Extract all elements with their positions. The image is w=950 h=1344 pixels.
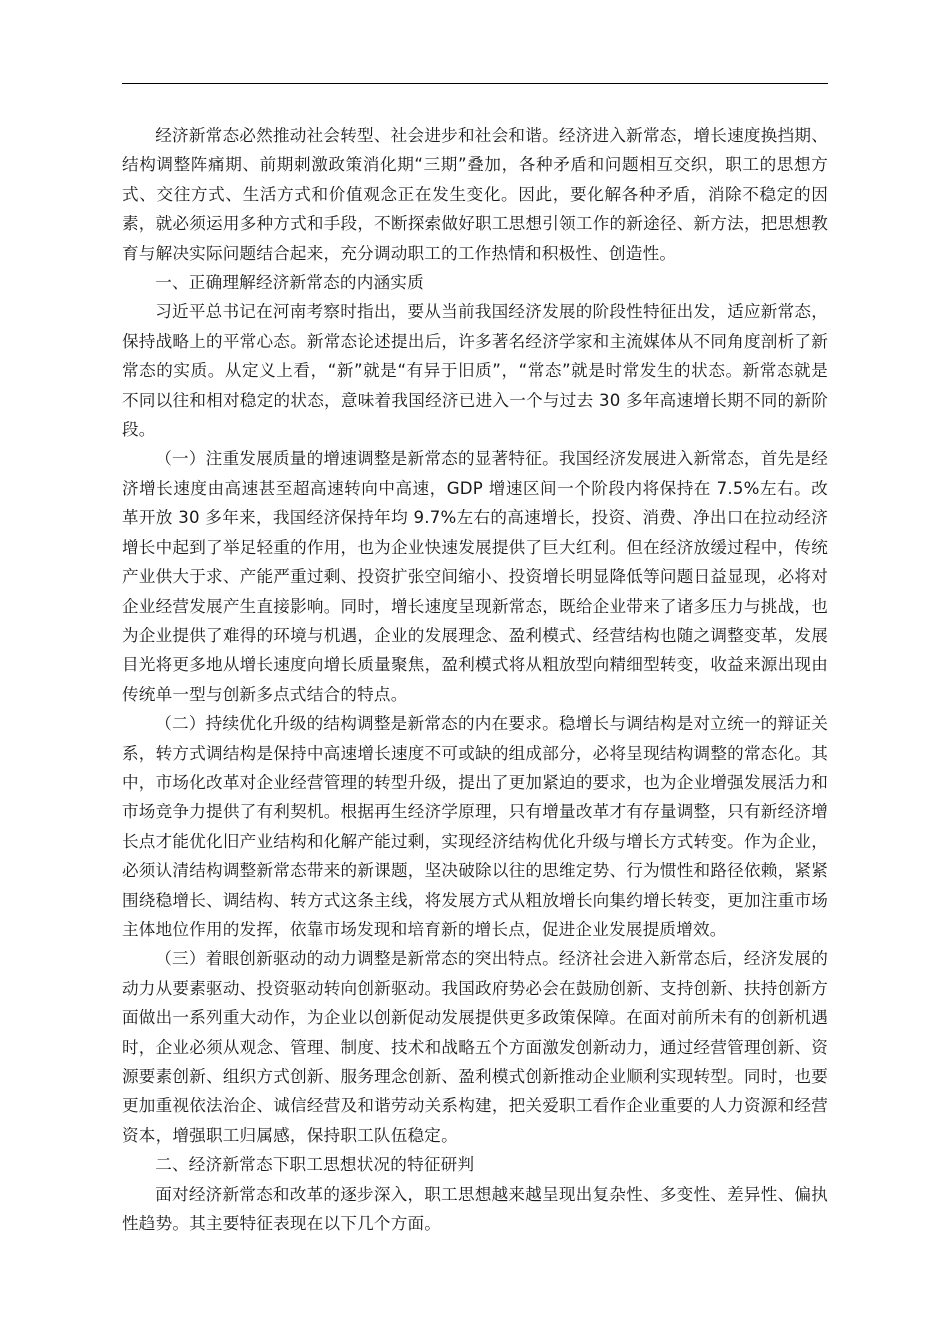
paragraph-point-3: （三）着眼创新驱动的动力调整是新常态的突出特点。经济社会进入新常态后，经济发展的动力从要素驱动、投资驱动转向创新驱动。我国政府势必会在鼓励创新、支持创新、扶持创新方面做出一系列重大动作，为企业以创新促动发展提供更多政策保障。在面对前所未有的创新机遇时，企业必须从观念、管理、制度、技术和战略五个方面激发创新动力，通过经营管理创新、资源要素创新、组织方式创新、服务理念创新、盈利模式创新推动企业顺利实现转型。同时，也要更加重视依法治企、诚信经营及和谐劳动关系构建，把关爱职工看作企业重要的人力资源和经营资本，增强职工归属感，保持职工队伍稳定。 bbox=[122, 949, 828, 1145]
paragraph-definition: 习近平总书记在河南考察时指出，要从当前我国经济发展的阶段性特征出发，适应新常态，保持战略上的平常心态。新常态论述提出后，许多著名经济学家和主流媒体从不同角度剖析了新常态的实质。从定义上看，“新”就是“有异于旧质”，“常态”就是时常发生的状态。新常态就是不同以往和相对稳定的状态，意味着我国经济已进入一个与过去 30 多年高速增长期不同的新阶段。 bbox=[122, 302, 828, 440]
header-rule bbox=[122, 83, 828, 84]
document-body bbox=[122, 121, 828, 1238]
section-heading-1: 一、正确理解经济新常态的内涵实质 bbox=[155, 273, 424, 293]
paragraph-point-2: （二）持续优化升级的结构调整是新常态的内在要求。稳增长与调结构是对立统一的辩证关系，转方式调结构是保持中高速增长速度不可或缺的组成部分，必将呈现结构调整的常态化。其中，市场化改革对企业经营管理的转型升级，提出了更加紧迫的要求，也为企业增强发展活力和市场竞争力提供了有利契机。根据再生经济学原理，只有增量改革才有存量调整，只有新经济增长点才能优化旧产业结构和化解产能过剩，实现经济结构优化升级与增长方式转变。作为企业，必须认清结构调整新常态带来的新课题，坚决破除以往的思维定势、行为惯性和路径依赖，紧紧围绕稳增长、调结构、转方式这条主线，将发展方式从粗放增长向集约增长转变，更加注重市场主体地位作用的发挥，依靠市场发现和培育新的增长点，促进企业发展提质增效。 bbox=[122, 714, 828, 939]
paragraph-intro: 经济新常态必然推动社会转型、社会进步和社会和谐。经济进入新常态，增长速度换挡期、结构调整阵痛期、前期刺激政策消化期“三期”叠加，各种矛盾和问题相互交织，职工的思想方式、交往方式、生活方式和价值观念正在发生变化。因此，要化解各种矛盾，消除不稳定的因素，就必须运用多种方式和手段，不断探索做好职工思想引领工作的新途径、新方法，把思想教育与解决实际问题结合起来，充分调动职工的工作热情和积极性、创造性。 bbox=[122, 126, 828, 263]
section-heading-2: 二、经济新常态下职工思想状况的特征研判 bbox=[155, 1155, 475, 1175]
paragraph-section-2-intro: 面对经济新常态和改革的逐步深入，职工思想越来越呈现出复杂性、多变性、差异性、偏执性趋势。其主要特征表现在以下几个方面。 bbox=[122, 1184, 828, 1234]
paragraph-point-1: （一）注重发展质量的增速调整是新常态的显著特征。我国经济发展进入新常态，首先是经济增长速度由高速甚至超高速转向中高速，GDP 增速区间一个阶段内将保持在 7.5%左右。改革开放 30 多年来，我国经济保持年均 9.7%左右的高速增长，投资、消费、净出口在拉动经济增长中起到了举足轻重的作用，也为企业快速发展提供了巨大红利。但在经济放缓过程中，传统产业供大于求、产能严重过剩、投资扩张空间缩小、投资增长明显降低等问题日益显现，必将对企业经营发展产生直接影响。同时，增长速度呈现新常态，既给企业带来了诸多压力与挑战，也为企业提供了难得的环境与机遇，企业的发展理念、盈利模式、经营结构也随之调整变革，发展目光将更多地从增长速度向增长质量聚焦，盈利模式将从粗放型向精细型转变，收益来源出现由传统单一型与创新多点式结合的特点。 bbox=[122, 449, 828, 704]
